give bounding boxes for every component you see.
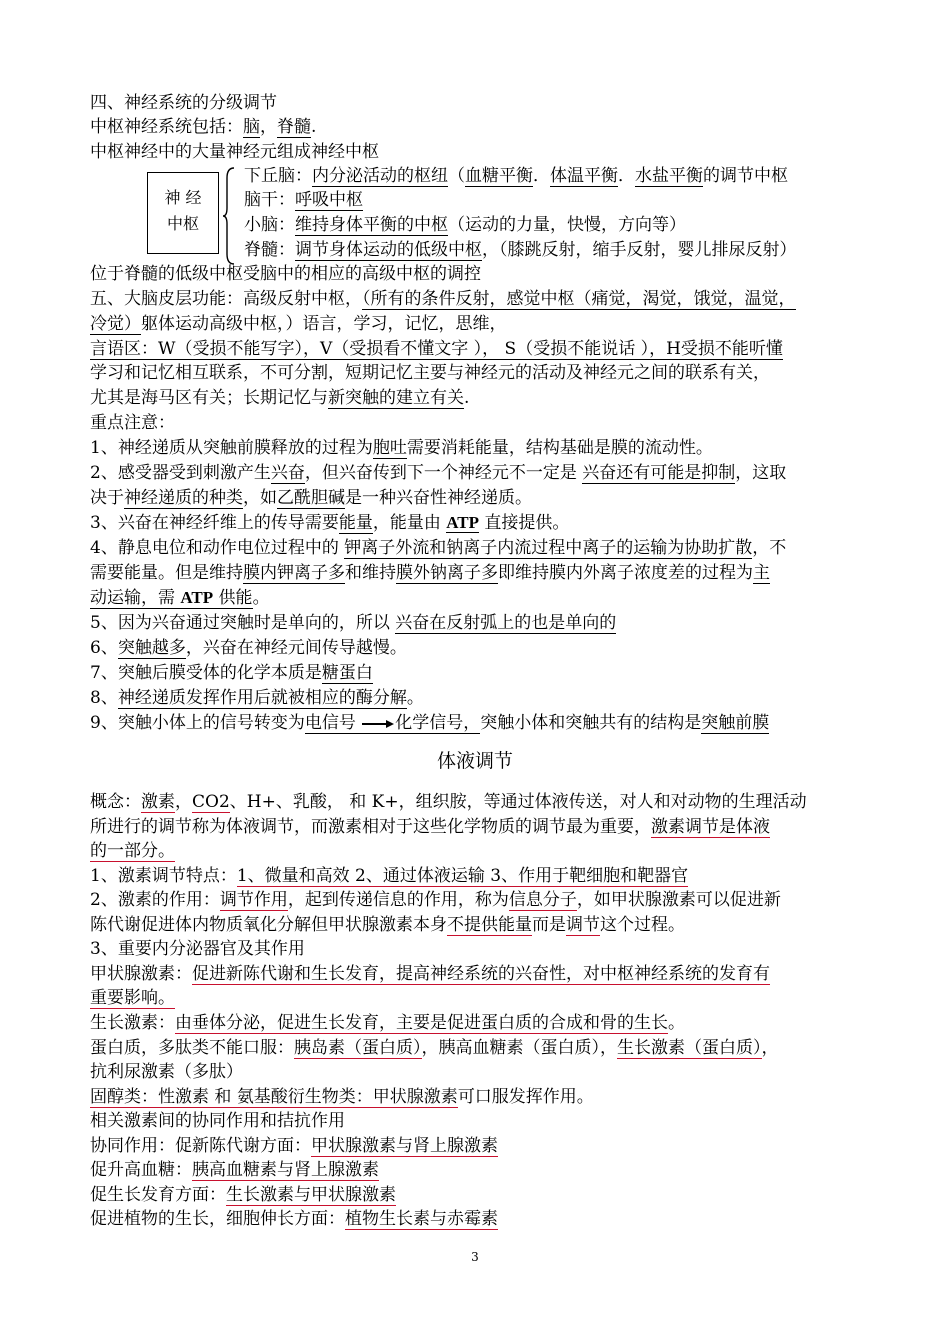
speech-area-line: 言语区：W（受损不能写字），V（受损看不懂文字 ）， S（受损不能说话 ），H受损不能听懂 [90,339,783,359]
synergy-line-1: 协同作用：促新陈代谢方面：甲状腺激素与肾上腺激素 [90,1136,498,1156]
spinal-cord-line: 脊髓：调节身体运动的低级中枢，（膝跳反射，缩手反射，婴儿排尿反射） [244,240,797,260]
section4-heading: 四、神经系统的分级调节 [90,93,277,113]
synergy-heading: 相关激素间的协同作用和拮抗作用 [90,1111,345,1131]
cns-line: 中枢神经系统包括：脑，脊髓. [90,117,317,137]
nerve-center-box: 神 经 中枢 [147,172,219,254]
synergy-line-4: 促进植物的生长，细胞伸长方面：植物生长素与赤霉素 [90,1209,498,1229]
synergy-line-2: 促升高血糖：胰高血糖素与肾上腺激素 [90,1160,379,1180]
page-number: 3 [471,1250,479,1264]
note-4b: 需要能量。但是维持膜内钾离子多和维持膜外钠离子多即维持膜内外离子浓度差的过程为主 [90,563,770,583]
notes-heading: 重点注意： [90,413,175,433]
brace-icon [222,166,236,266]
memory-line-2: 尤其是海马区有关；长期记忆与新突触的建立有关. [90,388,470,408]
concept-line-2: 所进行的调节称为体液调节，而激素相对于这些化学物质的调节最为重要，激素调节是体液 [90,817,770,837]
brainstem-line: 脑干：呼吸中枢 [244,190,363,210]
memory-line-1: 学习和记忆相互联系，不可分割，短期记忆主要与神经元的活动及神经元之间的联系有关， [90,363,770,383]
cortex-line-2: 冷觉）躯体运动高级中枢，）语言，学习，记忆，思维， [90,314,507,334]
note-6: 6、突触越多，兴奋在神经元间传导越慢。 [90,638,407,658]
protein-line-1: 蛋白质，多肽类不能口服：胰岛素（蛋白质），胰高血糖素（蛋白质），生长激素（蛋白质）， [90,1038,779,1058]
note-4c: 动运输，需 ATP 供能。 [90,588,270,608]
note-2b: 决于神经递质的种类，如乙酰胆碱是一种兴奋性神经递质。 [90,488,532,508]
cerebellum-line: 小脑：维持身体平衡的中枢（运动的力量，快慢，方向等） [244,215,686,235]
note-9: 9、突触小体上的信号转变为电信号 化学信号，突触小体和突触共有的结构是突触前膜 [90,713,770,733]
thyroid-line-1: 甲状腺激素：促进新陈代谢和生长发育，提高神经系统的兴奋性，对中枢神经系统的发育有 [90,964,770,984]
note-2a: 2、感受器受到刺激产生兴奋，但兴奋传到下一个神经元不一定是 兴奋还有可能是抑制，这取 [90,463,787,483]
feature-line: 1、激素调节特点：1、微量和高效 2、通过体液运输 3、作用于靶细胞和靶器官 [90,866,689,886]
note-1: 1、神经递质从突触前膜释放的过程为胞吐需要消耗能量，结构基础是膜的流动性。 [90,438,713,458]
protein-line-2: 抗利尿激素（多肽） [90,1062,243,1082]
function-line-2: 陈代谢促进体内物质氧化分解但甲状腺激素本身不提供能量而是调节这个过程。 [90,915,685,935]
note-7: 7、突触后膜受体的化学本质是糖蛋白 [90,663,373,683]
thyroid-line-2: 重要影响。 [90,988,175,1008]
note-4a: 4、静息电位和动作电位过程中的 钾离子外流和钠离子内流过程中离子的运输为协助扩散，不 [90,538,787,558]
cortex-line-1: 五、大脑皮层功能：高级反射中枢，（所有的条件反射，感觉中枢（痛觉，渴觉，饿觉，温觉， [90,289,796,309]
arrow-right-icon [361,719,395,729]
concept-line-1: 概念：激素，CO2、H+、乳酸， 和 K+，组织胺，等通过体液传送，对人和对动物的生理活动 [90,792,807,812]
note-8: 8、神经递质发挥作用后就被相应的酶分解。 [90,688,424,708]
regulation-line: 位于脊髓的低级中枢受脑中的相应的高级中枢的调控 [90,264,481,284]
steroid-line: 固醇类：性激素 和 氨基酸衍生物类：甲状腺激素可口服发挥作用。 [90,1087,594,1107]
function-line-1: 2、激素的作用：调节作用，起到传递信息的作用，称为信息分子，如甲状腺激素可以促进新 [90,890,781,910]
synergy-line-3: 促生长发育方面：生长激素与甲状腺激素 [90,1185,396,1205]
concept-line-3: 的一部分。 [90,841,175,861]
note-5: 5、因为兴奋通过突触时是单向的，所以 兴奋在反射弧上的也是单向的 [90,613,617,633]
humoral-title: 体液调节 [436,750,513,772]
growth-hormone-line: 生长激素：由垂体分泌，促进生长发育，主要是促进蛋白质的合成和骨的生长。 [90,1013,685,1033]
note-3: 3、兴奋在神经纤维上的传导需要能量，能量由 ATP 直接提供。 [90,513,570,533]
center-line: 中枢神经中的大量神经元组成神经中枢 [90,142,379,162]
hypothalamus-line: 下丘脑：内分泌活动的枢纽（血糖平衡．体温平衡．水盐平衡的调节中枢 [244,166,788,186]
organs-heading: 3、重要内分泌器官及其作用 [90,939,305,959]
